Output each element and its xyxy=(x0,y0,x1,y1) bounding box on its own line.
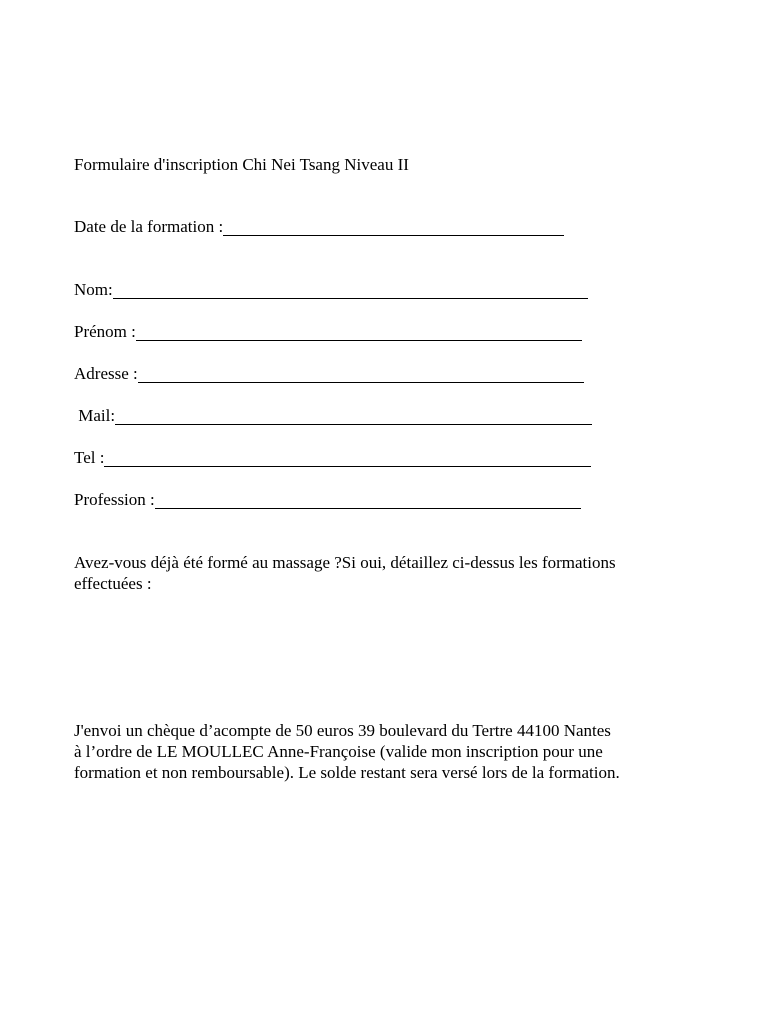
tel-input-line[interactable] xyxy=(104,448,591,467)
mail-input-line[interactable] xyxy=(115,406,592,425)
profession-label: Profession : xyxy=(74,490,155,509)
prenom-input-line[interactable] xyxy=(136,322,582,341)
payment-line: formation et non remboursable). Le solde restant sera versé lors de la formation. xyxy=(74,763,620,782)
nom-input-line[interactable] xyxy=(113,280,588,299)
prenom-label: Prénom : xyxy=(74,322,136,341)
nom-label: Nom: xyxy=(74,280,113,299)
adresse-label: Adresse : xyxy=(74,364,138,383)
profession-field-row xyxy=(74,489,581,511)
adresse-input-line[interactable] xyxy=(138,364,584,383)
mail-field-row xyxy=(74,405,592,427)
adresse-field-row xyxy=(74,363,584,385)
massage-question xyxy=(74,552,616,594)
date-label: Date de la formation : xyxy=(74,217,224,236)
tel-field-row xyxy=(74,447,591,469)
question-line: Avez-vous déjà été formé au massage ?Si oui, détaillez ci-dessus les formations xyxy=(74,553,616,572)
form-title: Formulaire d'inscription Chi Nei Tsang Niveau II xyxy=(74,155,409,174)
mail-label: Mail: xyxy=(74,406,116,425)
nom-field-row xyxy=(74,279,588,301)
date-field-row xyxy=(74,216,564,238)
tel-label: Tel : xyxy=(74,448,105,467)
payment-paragraph xyxy=(74,720,620,783)
question-line: effectuées : xyxy=(74,574,152,593)
prenom-field-row xyxy=(74,321,582,343)
date-input-line[interactable] xyxy=(223,217,564,236)
payment-line: J'envoi un chèque d’acompte de 50 euros 39 boulevard du Tertre 44100 Nantes xyxy=(74,721,611,740)
profession-input-line[interactable] xyxy=(155,490,581,509)
payment-line: à l’ordre de LE MOULLEC Anne-Françoise (valide mon inscription pour une xyxy=(74,742,603,761)
